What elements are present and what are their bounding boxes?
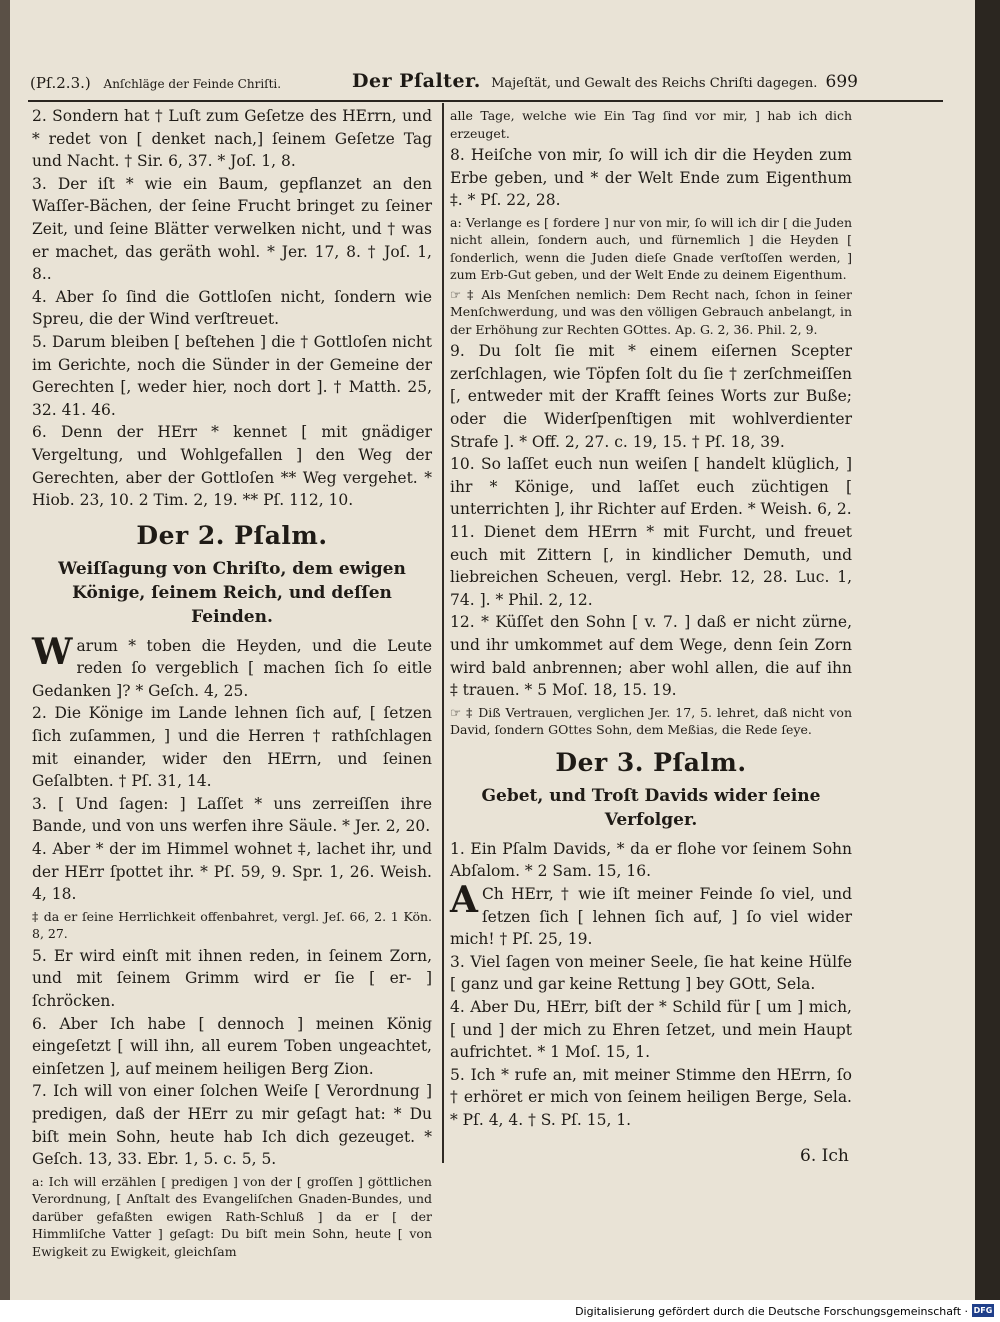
verse: 5. Ich * rufe an, mit meiner Stimme den HErrn, ſo † erhöret er mich von ſeinem heiligen Berge, Sela. * Pſ. 4, 4. † S. Pſ. 15, 1.	[450, 1065, 852, 1129]
verse: 4. Aber Du, HErr, biſt der * Schild für [ um ] mich, [ und ] der mich zu Ehren ſetzet, und mein Haupt aufrichtet. * 1 Moſ. 15, 1.	[450, 997, 852, 1062]
verse: 5. Er wird einſt mit ihnen reden, in ſeinem Zorn, und mit ſeinem Grimm wird er ſie [ er- ] ſchröcken.	[32, 946, 432, 1010]
verse: 1. Ein Pſalm Davids, * da er flohe vor ſeinem Sohn Abſalom. * 2 Sam. 15, 16.	[450, 839, 852, 881]
verse: 5. Darum bleiben [ beſtehen ] die † Gottloſen nicht im Gerichte, noch die Sünder in der Gemeine der Gerechten [, weder hier, noch dort ]. † Matth. 25, 32. 41. 46.	[32, 332, 432, 419]
verse: 3. Der iſt * wie ein Baum, gepflanzet an den Waſſer-Bächen, der ſeine Frucht bringet zu ſeiner Zeit, und ſeine Blätter verwelken nicht, und † was er machet, das geräth wohl. * Jer. 17, 8. † Joſ. 1, 8..	[32, 174, 432, 284]
verse: 2. Sondern hat † Luſt zum Geſetze des HErrn, und * redet von [ denket nach,] ſeinem Geſetze Tag und Nacht. † Sir. 6, 37. * Joſ. 1, 8.	[32, 107, 432, 171]
psalm-opening	[32, 630, 432, 703]
footnote: a: Verlange es [ fordere ] nur von mir, ſo will ich dir [ die Juden nicht allein, ſondern auch, und fürnemlich ] die Heyden [ ſonderlich, wenn die Juden dieſe Gnade verſtoſſen werden, ] zum Erb-Gut geben, und der Welt Ende zu deinem Eigenthum.	[450, 214, 852, 283]
scan-edge	[0, 0, 10, 1322]
verse: 3. Viel ſagen von meiner Seele, ſie hat keine Hülfe [ ganz und gar keine Rettung ] bey GOtt, Sela.	[450, 952, 852, 994]
verse: 6. Aber Ich habe [ dennoch ] meinen König eingeſetzt [ will ihn, all eurem Toben ungeachtet, einſetzen ], auf meinem heiligen Berg Zion.	[32, 1014, 432, 1078]
book-page	[10, 0, 975, 1300]
psalm-title: Der 2. Pſalm.	[136, 520, 328, 550]
catchword: 6. Ich	[800, 1146, 849, 1166]
verse: 4. Aber * der im Himmel wohnet ‡, lachet ihr, und der HErr ſpottet ihr. * Pſ. 59, 9. Spr. 1, 26. Weish. 4, 18.	[32, 840, 432, 904]
footer-bar	[0, 1300, 1000, 1322]
psalm-summary: Weiſſagung von Chriſto, dem ewigen Könige, ſeinem Reich, und deſſen Feinden.	[58, 558, 406, 627]
verse: 9. Du ſolt ſie mit * einem eiſernen Scepter zerſchlagen, wie Töpfen ſolt du ſie † zerſchmeiſſen [, entweder mit der Krafft ſeines Worts zur Buße; oder die Widerſpenſtigen mit wohlverdienter Strafe ]. * Off. 2, 27. c. 19, 15. † Pſ. 18, 39.	[450, 342, 852, 451]
footnote: ☞ ‡ Als Menſchen nemlich: Dem Recht nach, ſchon in ſeiner Menſchwerdung, und was den völligen Gebrauch anbelangt, in der Erhöhung zur Rechten GOttes. Ap. G. 2, 36. Phil. 2, 9.	[450, 286, 852, 337]
page-number: 699	[825, 72, 858, 92]
column-divider	[442, 103, 444, 1163]
footnote: ‡ da er ſeine Herrlichkeit offenbahret, vergl. Jeſ. 66, 2. 1 Kön. 8, 27.	[32, 908, 432, 942]
verse: 10. So laſſet euch nun weiſen [ handelt klüglich, ] ihr * Könige, und laſſet euch züchtigen [ unterrichten ], ihr Richter auf Erden. * Weish. 6, 2.	[450, 455, 852, 519]
footnote: a: Ich will erzählen [ predigen ] von der [ groſſen ] göttlichen Verordnung, [ Anſtalt des Evangeliſchen Gnaden-Bundes, und darüber gefaßten ewigen Rath-Schluß ] da er [ der Himmliſche Vatter ] geſagt: Du biſt mein Sohn, heute [ von Ewigkeit zu Ewigkeit, gleichſam	[32, 1173, 432, 1259]
drop-cap: A	[450, 878, 478, 921]
running-head-left	[30, 74, 281, 92]
running-head-left-text: Anſchläge der Feinde Chriſti.	[103, 77, 282, 91]
running-head-ref: (Pſ.2.3.)	[30, 74, 91, 92]
psalm-summary: Gebet, und Troſt Davids wider ſeine Verfolger.	[481, 785, 821, 830]
verse: 7. Ich will von einer ſolchen Weiſe [ Verordnung ] predigen, daß der HErr zu mir geſagt hat: * Du biſt mein Sohn, heute hab Ich dich gezeuget. * Geſch. 13, 33. Ebr. 1, 5. c. 5, 5.	[32, 1082, 432, 1169]
verse: 4. Aber ſo ſind die Gottloſen nicht, ſondern wie Spreu, die der Wind verſtreuet.	[32, 287, 432, 329]
verse: 6. Denn der HErr * kennet [ mit gnädiger Vergeltung, und Wohlgefallen ] den Weg der Gerechten, aber der Gottloſen ** Weg vergehet. * Hiob. 23, 10. 2 Tim. 2, 19. ** Pſ. 112, 10.	[32, 423, 432, 510]
verse: arum * toben die Heyden, und die Leute reden ſo vergeblich [ machen ſich ſo eitle Gedanken ]? * Geſch. 4, 25.	[32, 636, 432, 700]
verse: 2. Die Könige im Lande lehnen ſich auf, [ ſetzen ſich zuſammen, ] und die Herren † rathſchlagen mit einander, wider den HErrn, und ſeinen Geſalbten. † Pſ. 31, 14.	[32, 704, 432, 791]
verse: Ch HErr, † wie iſt meiner Feinde ſo viel, und ſetzen ſich [ lehnen ſich auf, ] ſo viel wider mich! † Pſ. 25, 19.	[450, 884, 852, 949]
verse: 3. [ Und ſagen: ] Laſſet * uns zerreiſſen ihre Bande, und von uns werfen ihre Säule. * Jer. 2, 20.	[32, 794, 432, 836]
left-column	[32, 105, 432, 1262]
psalm-title: Der 3. Pſalm.	[555, 747, 747, 777]
running-head-right	[352, 70, 942, 92]
verse: 8. Heiſche von mir, ſo will ich dir die Heyden zum Erbe geben, und * der Welt Ende zum Eigenthum ‡. * Pſ. 22, 28.	[450, 146, 852, 210]
footer-credit: Digitalisierung gefördert durch die Deutsche Forschungsgemeinschaft ·	[575, 1305, 968, 1318]
drop-cap: W	[32, 630, 73, 673]
book-title: Der Pſalter.	[352, 70, 481, 92]
dfg-logo[interactable]: DFG	[973, 1306, 993, 1315]
footnote: ☞ ‡ Diß Vertrauen, verglichen Jer. 17, 5. lehret, daß nicht von David, ſondern GOttes Sohn, dem Meßias, die Rede ſeye.	[450, 704, 852, 738]
right-column	[450, 105, 852, 1132]
verse: 11. Dienet dem HErrn * mit Furcht, und freuet euch mit Zittern [, in kindlicher Demuth, und liebreichen Scheuen, vergl. Hebr. 12, 28. Luc. 1, 74. ]. * Phil. 2, 12.	[450, 523, 852, 609]
header-rule	[28, 100, 943, 102]
verse: 12. * Küſſet den Sohn [ v. 7. ] daß er nicht zürne, und ihr umkommet auf dem Wege, denn ſein Zorn wird bald anbrennen; aber wohl allen, die auf ihn ‡ trauen. * 5 Moſ. 18, 15. 19.	[450, 613, 852, 700]
footnote-continued: alle Tage, welche wie Ein Tag ſind vor mir, ] hab ich dich erzeuget.	[450, 108, 852, 141]
running-head-right-text: Majeſtät, und Gewalt des Reichs Chriſti dagegen.	[491, 76, 818, 91]
psalm-opening	[450, 878, 852, 951]
